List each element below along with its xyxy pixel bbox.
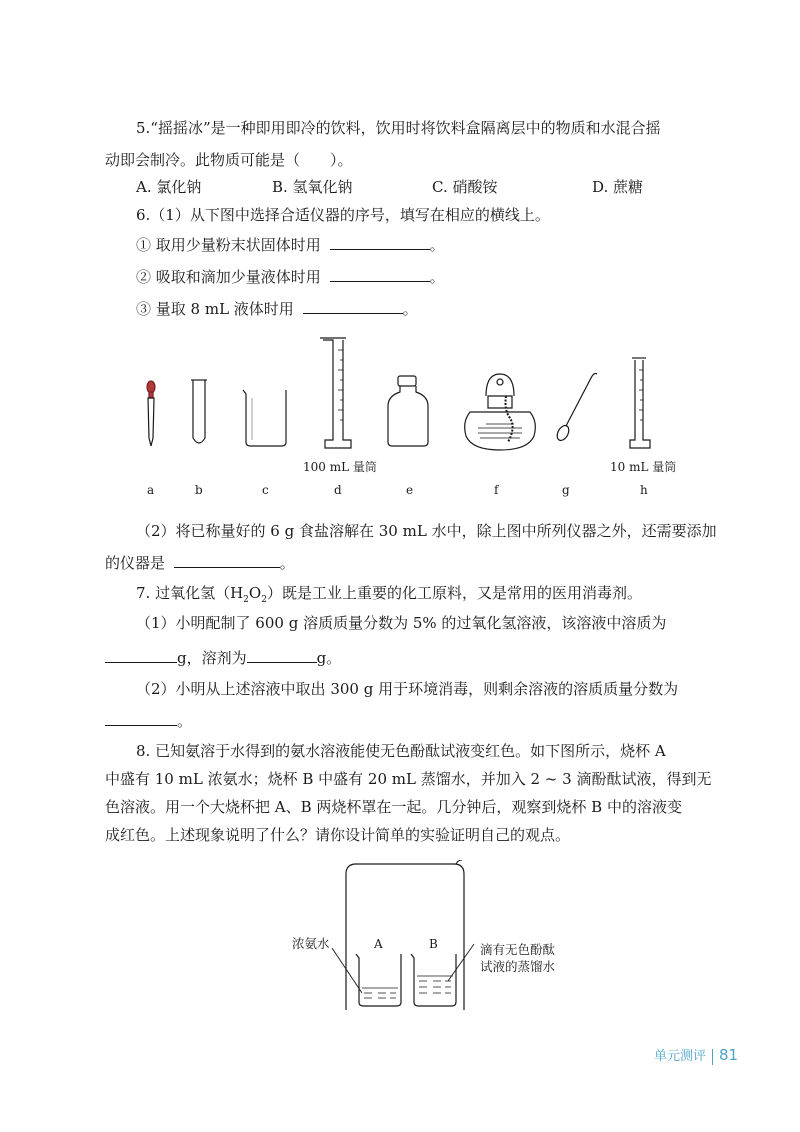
q6-item3-text: ③ 量取 8 mL 液体时用 [136,300,294,318]
beaker-a-icon [356,954,401,1006]
q7-stem [136,583,642,610]
letter-c: c [262,483,269,497]
label-phenolphthalein-2: 试液的蒸馏水 [480,959,556,974]
reagent-bottle-icon [388,376,428,446]
q7-p1-g2: g。 [316,649,342,667]
q5-option-c: C. 硝酸铵 [432,178,498,196]
beaker-icon [243,390,286,446]
cylinder-10ml-icon [630,358,650,448]
letter-e: e [406,483,414,497]
cylinder-100ml-label: 100 mL 量筒 [303,460,377,474]
q6-part2-line1: （2）将已称量好的 6 g 食盐溶解在 30 mL 水中，除上图中所列仪器之外，还需要添加 [136,522,717,540]
q6-part2-period: 。 [279,554,295,572]
alcohol-lamp-icon [465,374,536,450]
q7-sub2: 2 [261,595,267,605]
q6-item1-period: 。 [429,236,445,254]
label-beaker-a: A [374,937,383,951]
q6-item2-text: ② 吸取和滴加少量液体时用 [136,268,321,286]
cylinder-100ml-icon [320,338,351,448]
q6-part2-text: 的仪器是 [105,554,166,572]
footer-divider [712,1049,713,1065]
q6-item2-blank[interactable] [330,267,430,282]
q7-stem-o: O [248,584,262,602]
q8-line3: 色溶液。用一个大烧杯把 A、B 两烧杯罩在一起。几分钟后，观察到烧杯 B 中的溶液变 [105,798,682,816]
q6-item2 [136,267,445,287]
q6-item3-blank[interactable] [303,299,403,314]
q7-stem-b: ）既是工业上重要的化工原料，又是常用的医用消毒剂。 [266,584,642,602]
page-footer [654,1045,738,1065]
dropper-icon [147,381,155,446]
footer-section: 单元测评 [654,1049,707,1064]
q5-line1: 5.“摇摇冰”是一种即用即冷的饮料，饮用时将饮料盒隔离层中的物质和水混合摇 [136,119,661,137]
letter-b: b [195,483,203,497]
letter-g: g [562,483,570,497]
q5-option-b: B. 氢氧化钠 [272,178,353,196]
q6-part2-line2 [105,553,295,573]
q7-p2-line1: （2）小明从上述溶液中取出 300 g 用于环境消毒，则剩余溶液的溶质质量分数为 [136,680,679,698]
beaker-experiment-figure [0,860,800,1020]
q7-solvent-blank[interactable] [247,648,317,663]
q6-stem: 6.（1）从下图中选择合适仪器的序号，填写在相应的横线上。 [136,206,550,224]
label-phenolphthalein-1: 滴有无色酚酞 [480,942,556,957]
q8-line2: 中盛有 10 mL 浓氨水；烧杯 B 中盛有 20 mL 蒸馏水，并加入 2 ~ 3 滴酚酞试液，得到无 [105,770,712,788]
q5-line2: 动即会制冷。此物质可能是（ ）。 [105,151,353,169]
medicine-spoon-icon [555,374,597,443]
q6-part2-blank[interactable] [174,553,280,568]
q8-line1: 8. 已知氨溶于水得到的氨水溶液能使无色酚酞试液变红色。如下图所示，烧杯 A [136,742,666,760]
label-beaker-b: B [429,937,438,951]
q7-p2-line2 [105,711,192,731]
q5-options [0,177,800,197]
q7-p2-end: 。 [177,712,193,730]
apparatus-figure [0,330,800,500]
q5-option-a: A. 氯化钠 [136,178,202,196]
q7-p1-g1: g，溶剂为 [177,649,247,667]
q8-line4: 成红色。上述现象说明了什么？请你设计简单的实验证明自己的观点。 [105,826,571,844]
q7-stem-a: 7. 过氧化氢（H [136,584,244,602]
page-number: 81 [719,1046,739,1064]
letter-a: a [147,483,155,497]
test-tube-icon [193,380,205,443]
q6-item1 [136,235,445,255]
cylinder-10ml-label: 10 mL 量筒 [610,460,677,474]
label-ammonia: 浓氨水 [292,936,330,951]
q7-p1-line2 [105,648,341,668]
q7-sub1: 2 [243,595,249,605]
q6-item3 [136,299,418,319]
q6-item1-blank[interactable] [330,235,430,250]
letter-h: h [640,483,648,497]
q7-solute-blank[interactable] [105,648,177,663]
q7-p1-line1: （1）小明配制了 600 g 溶质质量分数为 5% 的过氧化氢溶液，该溶液中溶质为 [136,614,667,632]
letter-f: f [494,483,499,497]
q7-fraction-blank[interactable] [105,711,177,726]
q6-item2-period: 。 [429,268,445,286]
q6-item3-period: 。 [402,300,418,318]
q5-option-d: D. 蔗糖 [592,178,644,196]
q6-item1-text: ① 取用少量粉末状固体时用 [136,236,321,254]
letter-d: d [334,483,342,497]
